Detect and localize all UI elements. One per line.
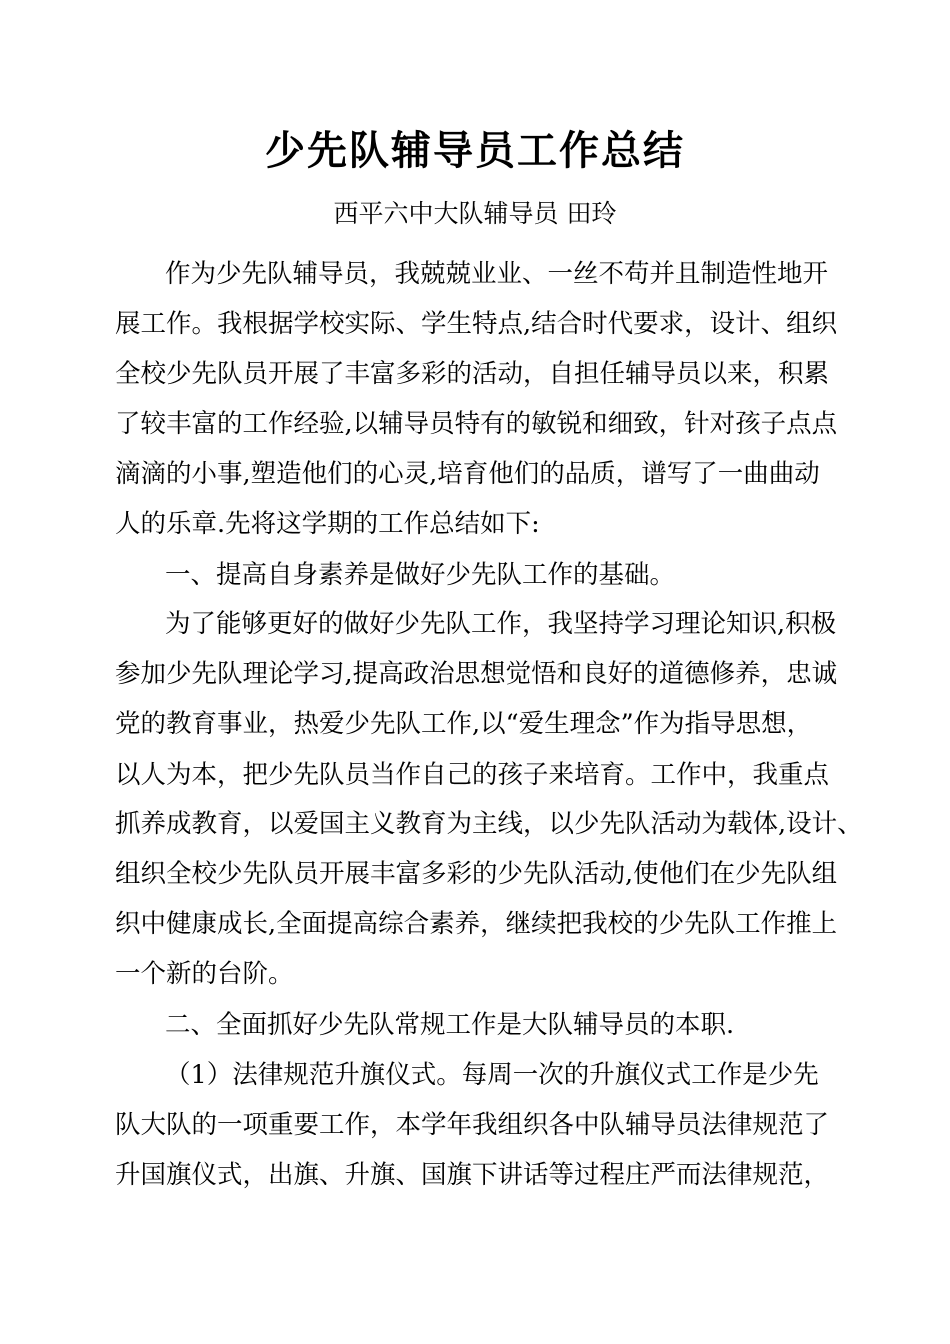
paragraph-line: 了较丰富的工作经验,以辅导员特有的敏锐和细致，针对孩子点点 bbox=[115, 409, 838, 439]
paragraph-line: 升国旗仪式，出旗、升旗、国旗下讲话等过程庄严而法律规范， bbox=[115, 1160, 830, 1190]
paragraph-line: 以人为本，把少先队员当作自己的孩子来培育。工作中，我重点 bbox=[115, 760, 830, 790]
section-heading: 二、全面抓好少先队常规工作是大队辅导员的本职. bbox=[165, 1010, 735, 1040]
paragraph-line: （1）法律规范升旗仪式。每周一次的升旗仪式工作是少先 bbox=[165, 1060, 819, 1090]
paragraph-line: 队大队的一项重要工作，本学年我组织各中队辅导员法律规范了 bbox=[115, 1110, 830, 1140]
paragraph-line: 抓养成教育，以爱国主义教育为主线，以少先队活动为载体,设计、 bbox=[115, 809, 863, 839]
document-title: 少先队辅导员工作总结 bbox=[265, 128, 685, 174]
paragraph-line: 作为少先队辅导员，我兢兢业业、一丝不苟并且制造性地开 bbox=[165, 259, 829, 289]
paragraph-line: 参加少先队理论学习,提高政治思想觉悟和良好的道德修养，忠诚 bbox=[115, 659, 838, 689]
document-author: 西平六中大队辅导员 田玲 bbox=[333, 199, 617, 228]
paragraph-line: 一个新的台阶。 bbox=[115, 959, 294, 989]
paragraph-line: 组织全校少先队员开展丰富多彩的少先队活动,使他们在少先队组 bbox=[115, 859, 838, 889]
paragraph-line: 党的教育事业，热爱少先队工作,以“爱生理念”作为指导思想， bbox=[115, 709, 813, 739]
paragraph-line: 滴滴的小事,塑造他们的心灵,培育他们的品质，谱写了一曲曲动 bbox=[115, 459, 820, 489]
paragraph-line: 展工作。我根据学校实际、学生特点,结合时代要求，设计、组织 bbox=[115, 309, 838, 339]
paragraph-line: 织中健康成长,全面提高综合素养，继续把我校的少先队工作推上 bbox=[115, 909, 838, 939]
paragraph-line: 全校少先队员开展了丰富多彩的活动，自担任辅导员以来，积累 bbox=[115, 359, 830, 389]
paragraph-line: 为了能够更好的做好少先队工作，我坚持学习理论知识,积极 bbox=[165, 609, 837, 639]
paragraph-line: 人的乐章.先将这学期的工作总结如下: bbox=[115, 509, 540, 539]
section-heading: 一、提高自身素养是做好少先队工作的基础。 bbox=[165, 560, 676, 590]
